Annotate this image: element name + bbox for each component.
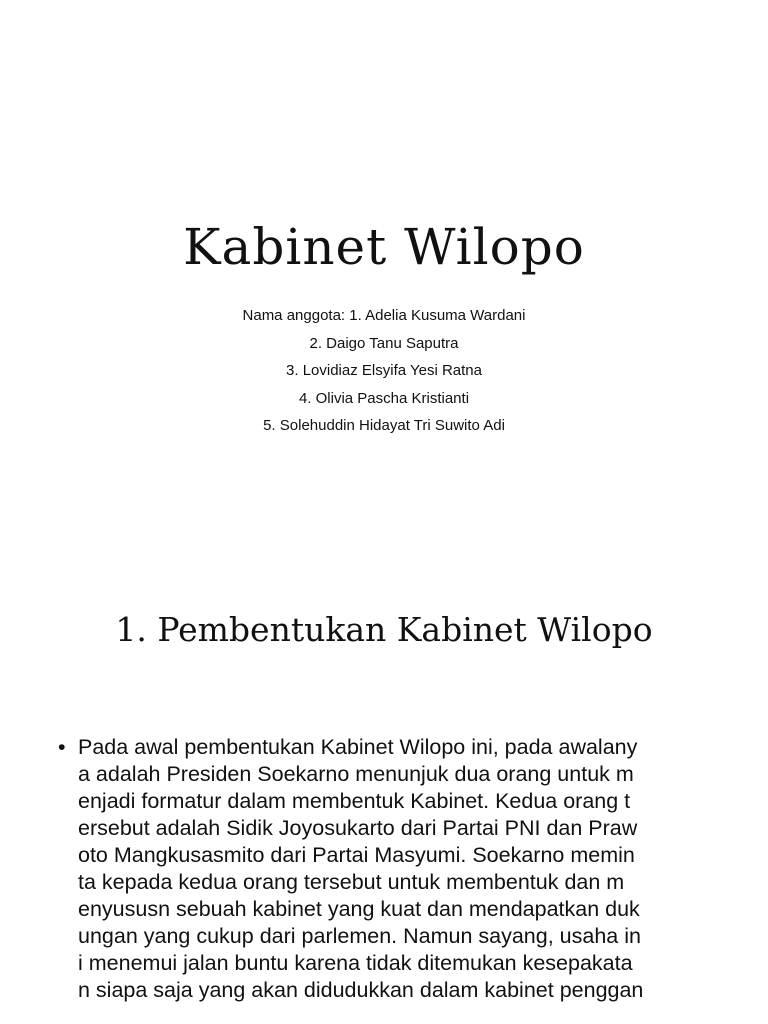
text-line: n siapa saja yang akan didudukkan dalam kabinet penggan (78, 978, 644, 1002)
text-line: Pada awal pembentukan Kabinet Wilopo ini, pada awalany (78, 735, 638, 759)
member-line: Nama anggota: 1. Adelia Kusuma Wardani (242, 307, 526, 324)
bullet-icon: • (58, 735, 66, 759)
member-list (0, 305, 768, 443)
member-line: 4. Olivia Pascha Kristianti (298, 389, 470, 407)
slide-title: Kabinet Wilopo (183, 218, 585, 276)
member-line: 3. Lovidiaz Elsyifa Yesi Ratna (286, 362, 482, 379)
text-line: ungan yang cukup dari parlemen. Namun sayang, usaha in (78, 924, 641, 948)
bullet-text (78, 734, 718, 1004)
bullet-paragraph (58, 734, 718, 1004)
text-line: a adalah Presiden Soekarno menunjuk dua orang untuk m (78, 762, 634, 786)
member-line: 2. Daigo Tanu Saputra (309, 334, 459, 352)
text-line: enyususn sebuah kabinet yang kuat dan mendapatkan duk (78, 897, 640, 921)
section-title: 1. Pembentukan Kabinet Wilopo (115, 610, 653, 649)
text-line: ersebut adalah Sidik Joyosukarto dari Partai PNI dan Praw (78, 816, 638, 840)
text-line: i menemui jalan buntu karena tidak ditemukan kesepakata (78, 951, 633, 975)
content-slide (0, 576, 768, 1024)
text-line: oto Mangkusasmito dari Partai Masyumi. Soekarno memin (78, 843, 635, 867)
text-line: enjadi formatur dalam membentuk Kabinet. Kedua orang t (78, 789, 631, 813)
text-line: ta kepada kedua orang tersebut untuk membentuk dan m (78, 870, 625, 894)
member-line: 5. Solehuddin Hidayat Tri Suwito Adi (263, 417, 505, 434)
